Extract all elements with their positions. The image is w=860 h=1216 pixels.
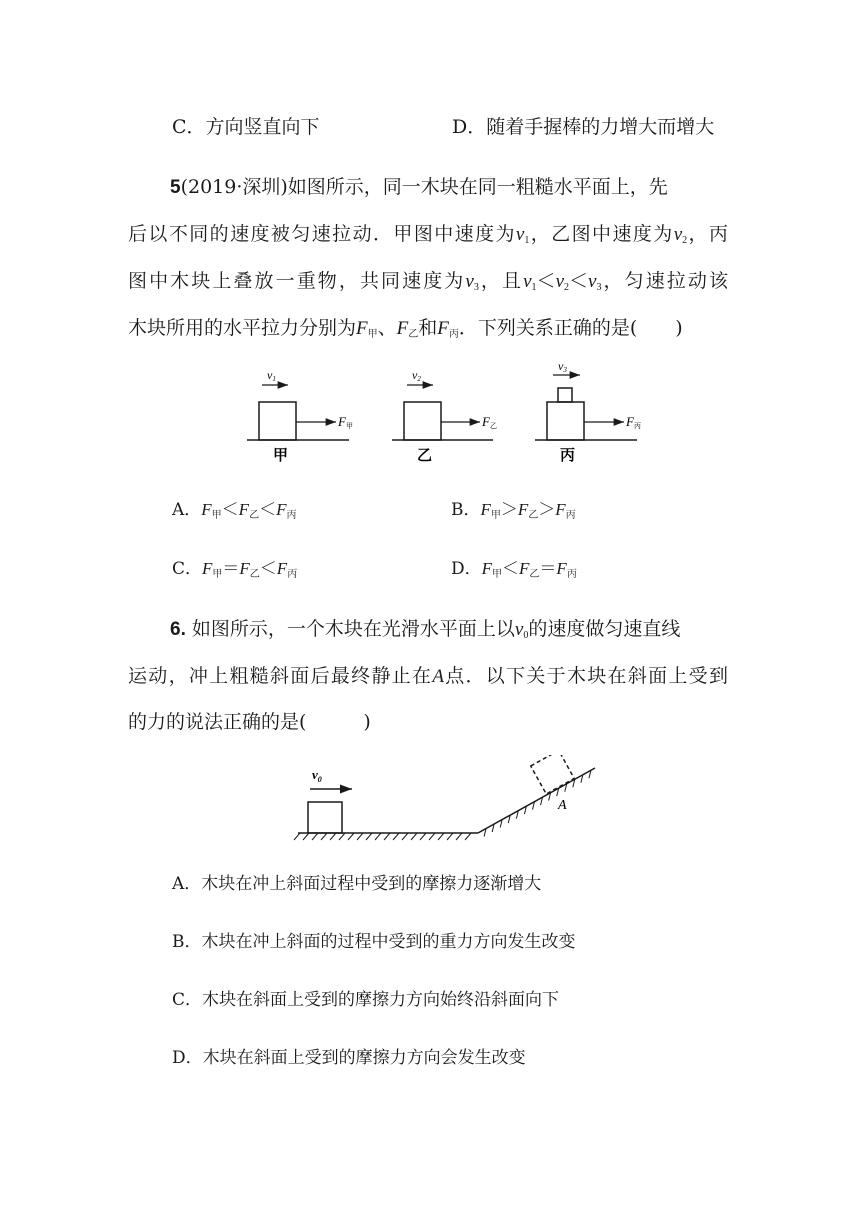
q6-line3: 的力的说法正确的是( ) <box>128 711 371 733</box>
f-jia-symbol: $F_甲$ <box>356 318 378 340</box>
v-inequality: $v_1$ <box>523 271 537 293</box>
v3-symbol: $v_3$ <box>465 271 479 293</box>
label-yi: 乙 <box>417 448 433 464</box>
f-bing-symbol: $F_丙$ <box>437 318 459 340</box>
q5-text2a: 后以不同的速度被匀速拉动．甲图中速度为 <box>128 223 516 245</box>
q6-figure <box>290 755 610 850</box>
svg-text:v2: v2 <box>412 368 421 383</box>
figure-jia <box>247 368 353 464</box>
hatch-mark <box>339 833 345 840</box>
hatch-mark <box>312 833 318 840</box>
block <box>308 802 342 833</box>
q6-number: 6. <box>170 619 186 640</box>
hatch-mark <box>402 833 408 840</box>
hatch-mark <box>321 833 327 840</box>
q5-line2 <box>128 222 728 253</box>
svg-text:v0: $v_0$ <box>312 767 322 784</box>
q5-text2c: ，丙 <box>687 223 728 245</box>
svg-text:v3: v3 <box>558 360 567 374</box>
q5-line3: 图中木块上叠放一重物，共同速度为$v_3$，且$v_1<v_2<v_3$，匀速拉动该 <box>128 270 728 293</box>
hatch-mark <box>375 833 381 840</box>
q5-option-d: D．$F_甲<F_乙=F_丙$ <box>451 559 577 580</box>
q5-option-a: A．$F_甲<F_乙<F_丙$ <box>172 500 297 521</box>
hatch-mark <box>465 833 471 840</box>
v2-symbol: $v_2$ <box>673 224 688 246</box>
q5-number: 5 <box>170 177 181 198</box>
svg-text:F丙: F丙 <box>626 414 641 430</box>
hatch-mark <box>429 833 435 840</box>
q5-text3c: ，匀速拉动该 <box>601 270 728 292</box>
hatch-mark <box>456 833 462 840</box>
q5-text3a: 图中木块上叠放一重物，共同速度为 <box>128 270 466 292</box>
hatch-mark <box>366 833 372 840</box>
figure-yi <box>392 368 497 464</box>
q5-text1: 如图所示，同一木块在同一粗糙水平面上，先 <box>287 176 668 198</box>
hatch-mark <box>420 833 426 840</box>
v0-symbol: $v_0$ <box>514 619 529 641</box>
hatch-mark <box>384 833 390 840</box>
hatch-mark <box>357 833 363 840</box>
label-jia: 甲 <box>273 448 289 464</box>
hatch-mark <box>348 833 354 840</box>
dashed-block <box>531 755 575 794</box>
svg-text:v1: v1 <box>267 368 276 383</box>
q6-line2: 运动，冲上粗糙斜面后最终静止在A点．以下关于木块在斜面上受到 <box>128 665 728 687</box>
q5-line1 <box>170 175 668 200</box>
q5-option-c: C．$F_甲=F_乙<F_丙$ <box>172 559 298 580</box>
q5-line4: 木块所用的水平拉力分别为$F_甲$、$F_乙$和$F_丙$．下列关系正确的是( ) <box>128 317 683 340</box>
q5-text2b: ，乙图中速度为 <box>529 223 674 245</box>
q6-option-d: D．木块在斜面上受到的摩擦力方向会发生改变 <box>172 1048 526 1068</box>
hatch-mark <box>294 833 300 840</box>
figure-bing <box>535 360 641 464</box>
f-yi-symbol: $F_乙$ <box>396 318 419 340</box>
hatch-mark <box>411 833 417 840</box>
hatch-mark <box>393 833 399 840</box>
option-c-prev: C．方向竖直向下 <box>172 116 320 138</box>
q5-text3b: ，且 <box>478 270 524 292</box>
q6-line1: 6. 如图所示，一个木块在光滑水平面上以$v_0$的速度做匀速直线 <box>170 618 681 641</box>
option-d-prev: D．随着手握棒的力增大而增大 <box>452 116 715 138</box>
v1-symbol: $v_1$ <box>515 224 530 246</box>
hatch-mark <box>303 833 309 840</box>
q5-source: (2019·深圳) <box>180 176 288 198</box>
label-A: A <box>558 798 567 813</box>
label-bing: 丙 <box>560 448 576 464</box>
hatch-mark <box>330 833 336 840</box>
q5-option-b: B．$F_甲>F_乙>F_丙$ <box>451 500 576 521</box>
q6-option-c: C．木块在斜面上受到的摩擦力方向始终沿斜面向下 <box>172 990 560 1010</box>
q6-option-b: B．木块在冲上斜面的过程中受到的重力方向发生改变 <box>172 932 576 952</box>
hatch-mark <box>438 833 444 840</box>
q5-figure <box>240 360 670 470</box>
svg-text:F乙: F乙 <box>482 414 497 430</box>
svg-text:F甲: F甲 <box>338 414 353 430</box>
q6-option-a: A．木块在冲上斜面过程中受到的摩擦力逐渐增大 <box>172 874 542 894</box>
hatch-mark <box>447 833 453 840</box>
